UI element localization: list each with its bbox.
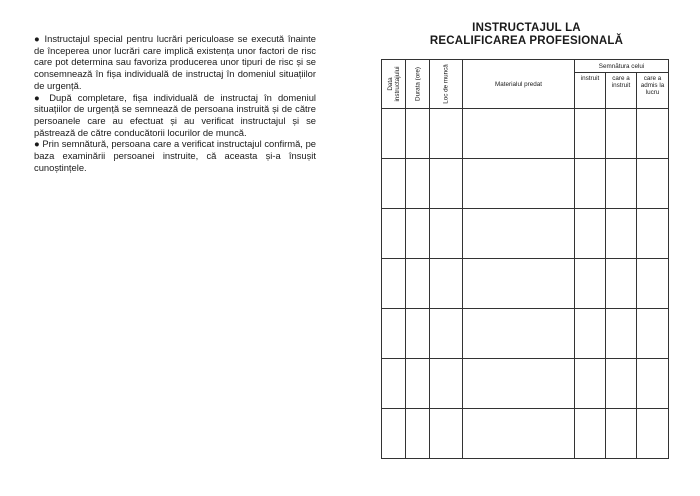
header-loc: Loc de muncă bbox=[430, 60, 463, 109]
title-line-2: RECALIFICAREA PROFESIONALĂ bbox=[429, 35, 624, 47]
table-row bbox=[382, 209, 669, 259]
table-cell[interactable] bbox=[463, 259, 575, 309]
table-cell[interactable] bbox=[463, 209, 575, 259]
table-cell[interactable] bbox=[382, 209, 406, 259]
table-row bbox=[382, 359, 669, 409]
table-cell[interactable] bbox=[430, 259, 463, 309]
table-cell[interactable] bbox=[382, 109, 406, 159]
table-cell[interactable] bbox=[406, 359, 430, 409]
paragraph-2: ● După completare, fișa individuală de instructaj în domeniul situațiilor de urgență se semnează de persoana instruită și de către persoanele care au efectuat și au verificat instructajul și se păstrează de către conducătorii locurilor de muncă. bbox=[34, 91, 316, 138]
table-cell[interactable] bbox=[382, 309, 406, 359]
table-row bbox=[382, 159, 669, 209]
table-row bbox=[382, 409, 669, 459]
table-row bbox=[382, 309, 669, 359]
table-cell[interactable] bbox=[463, 159, 575, 209]
table-cell[interactable] bbox=[406, 259, 430, 309]
header-care-admis: care a admis la lucru bbox=[637, 73, 669, 109]
table-cell[interactable] bbox=[575, 409, 606, 459]
table-cell[interactable] bbox=[606, 309, 637, 359]
table-cell[interactable] bbox=[406, 209, 430, 259]
table-cell[interactable] bbox=[606, 259, 637, 309]
table-cell[interactable] bbox=[637, 109, 669, 159]
table-cell[interactable] bbox=[637, 159, 669, 209]
table-cell[interactable] bbox=[430, 159, 463, 209]
table-cell[interactable] bbox=[406, 109, 430, 159]
table-cell[interactable] bbox=[382, 359, 406, 409]
instructions-text bbox=[34, 33, 316, 173]
title-line-1: INSTRUCTAJUL LA bbox=[472, 22, 581, 34]
table-cell[interactable] bbox=[463, 409, 575, 459]
table-cell[interactable] bbox=[637, 209, 669, 259]
table-cell[interactable] bbox=[606, 109, 637, 159]
header-care-instruit: care a instruit bbox=[606, 73, 637, 109]
table-cell[interactable] bbox=[430, 209, 463, 259]
header-semnatura: Semnătura celui bbox=[575, 60, 669, 73]
table-cell[interactable] bbox=[606, 409, 637, 459]
table-cell[interactable] bbox=[406, 159, 430, 209]
table-cell[interactable] bbox=[463, 109, 575, 159]
table-cell[interactable] bbox=[575, 109, 606, 159]
table-cell[interactable] bbox=[382, 259, 406, 309]
table-row bbox=[382, 109, 669, 159]
table-cell[interactable] bbox=[575, 309, 606, 359]
paragraph-1: ● Instructajul special pentru lucrări periculoase se execută înainte de începerea unor lucrări care implică existența unor factori de risc care pot determina sau favoriza producerea unor tipuri de risc și se consemnează în fișa individuală de instructaj în domeniul situațiilor de urgență. bbox=[34, 33, 316, 91]
header-material: Materialul predat bbox=[463, 60, 575, 109]
header-durata: Durata (ore) bbox=[406, 60, 430, 109]
table-cell[interactable] bbox=[430, 409, 463, 459]
table-cell[interactable] bbox=[406, 409, 430, 459]
table-cell[interactable] bbox=[575, 259, 606, 309]
table-cell[interactable] bbox=[406, 309, 430, 359]
table-cell[interactable] bbox=[382, 409, 406, 459]
table-cell[interactable] bbox=[575, 209, 606, 259]
table-cell[interactable] bbox=[382, 159, 406, 209]
table-cell[interactable] bbox=[637, 309, 669, 359]
header-instruit: instruit bbox=[575, 73, 606, 109]
table-cell[interactable] bbox=[637, 409, 669, 459]
table-cell[interactable] bbox=[463, 309, 575, 359]
table-cell[interactable] bbox=[575, 359, 606, 409]
instruction-table bbox=[381, 59, 669, 459]
table-row bbox=[382, 259, 669, 309]
table-cell[interactable] bbox=[430, 309, 463, 359]
table-cell[interactable] bbox=[463, 359, 575, 409]
table-cell[interactable] bbox=[606, 209, 637, 259]
header-data: Data instructajului bbox=[382, 60, 406, 109]
paragraph-3: ● Prin semnătură, persoana care a verificat instructajul confirmă, pe baza examinării persoanei instruite, că aceasta și-a însușit cunoștințele. bbox=[34, 138, 316, 173]
page-title bbox=[383, 22, 670, 48]
table-cell[interactable] bbox=[430, 109, 463, 159]
table-cell[interactable] bbox=[430, 359, 463, 409]
table-cell[interactable] bbox=[606, 159, 637, 209]
table-cell[interactable] bbox=[575, 159, 606, 209]
table-cell[interactable] bbox=[637, 359, 669, 409]
table-cell[interactable] bbox=[637, 259, 669, 309]
table-cell[interactable] bbox=[606, 359, 637, 409]
